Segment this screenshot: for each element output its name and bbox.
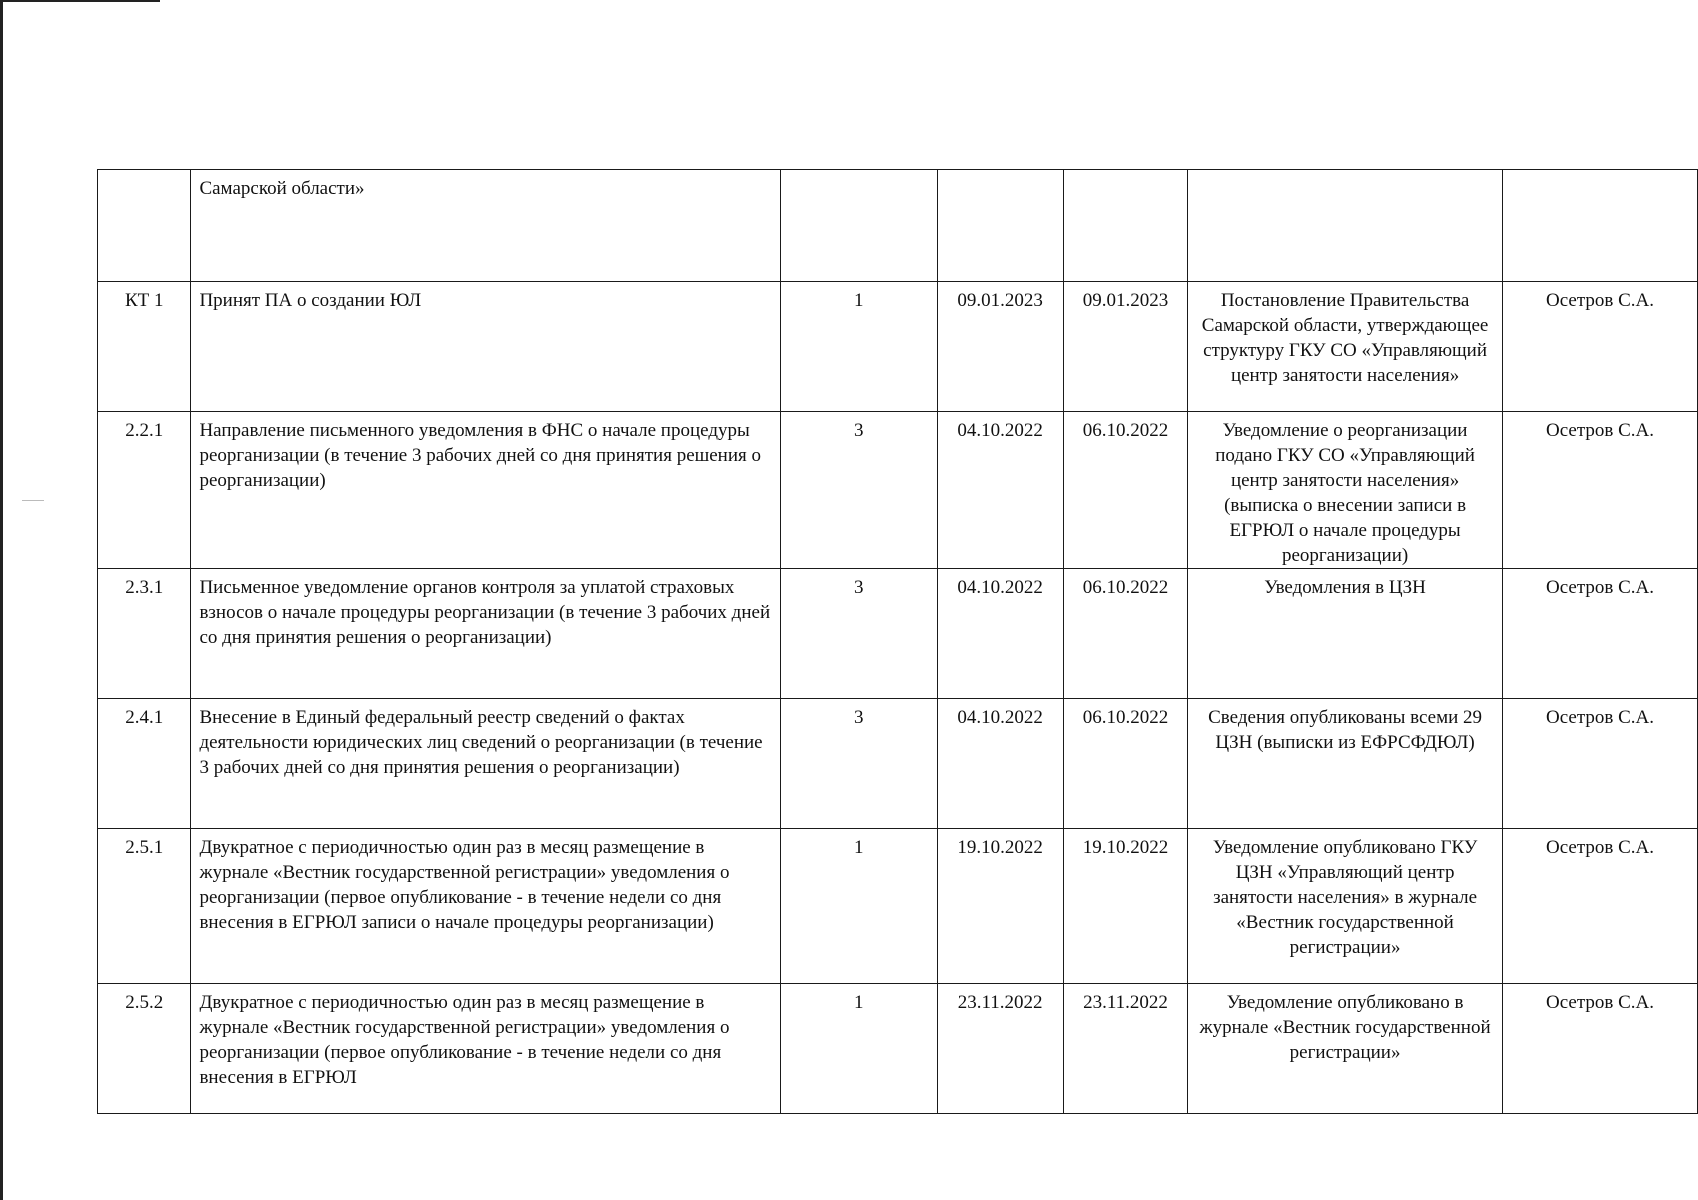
- table-row: [98, 569, 1698, 699]
- cell-duration: 3: [780, 699, 937, 829]
- cell-task: Двукратное с периодичностью один раз в месяц размещение в журнале «Вестник государственной регистрации» уведомления о реорганизации (первое опубликование - в течение недели со дня внесения в ЕГРЮЛ записи о начале процедуры реорганизации): [191, 829, 781, 984]
- cell-duration: 1: [780, 282, 937, 412]
- table-row: [98, 984, 1698, 1114]
- cell-duration: [780, 170, 937, 282]
- cell-responsible: Осетров С.А.: [1502, 984, 1697, 1114]
- cell-start-date: 19.10.2022: [937, 829, 1063, 984]
- cell-task: Письменное уведомление органов контроля за уплатой страховых взносов о начале процедуры реорганизации (в течение 3 рабочих дней со дня принятия решения о реорганизации): [191, 569, 781, 699]
- cell-result: Сведения опубликованы всеми 29 ЦЗН (выписки из ЕФРСФДЮЛ): [1188, 699, 1503, 829]
- cell-task: Двукратное с периодичностью один раз в месяц размещение в журнале «Вестник государственной регистрации» уведомления о реорганизации (первое опубликование - в течение недели со дня внесения в ЕГРЮЛ: [191, 984, 781, 1114]
- table-row: [98, 412, 1698, 569]
- cell-start-date: 04.10.2022: [937, 569, 1063, 699]
- cell-start-date: 04.10.2022: [937, 412, 1063, 569]
- table-row: [98, 170, 1698, 282]
- cell-number: 2.2.1: [98, 412, 191, 569]
- cell-number: 2.5.2: [98, 984, 191, 1114]
- cell-end-date: 23.11.2022: [1063, 984, 1187, 1114]
- cell-number: 2.3.1: [98, 569, 191, 699]
- cell-result: Уведомление опубликовано в журнале «Вестник государственной регистрации»: [1188, 984, 1503, 1114]
- cell-duration: 1: [780, 984, 937, 1114]
- cell-start-date: 23.11.2022: [937, 984, 1063, 1114]
- cell-start-date: 09.01.2023: [937, 282, 1063, 412]
- cell-duration: 3: [780, 569, 937, 699]
- scan-edge-top: [0, 0, 160, 2]
- cell-end-date: 06.10.2022: [1063, 569, 1187, 699]
- cell-end-date: 09.01.2023: [1063, 282, 1187, 412]
- cell-task: Принят ПА о создании ЮЛ: [191, 282, 781, 412]
- table-row: [98, 282, 1698, 412]
- cell-task: Внесение в Единый федеральный реестр сведений о фактах деятельности юридических лиц сведений о реорганизации (в течение 3 рабочих дней со дня принятия решения о реорганизации): [191, 699, 781, 829]
- cell-end-date: [1063, 170, 1187, 282]
- cell-number: [98, 170, 191, 282]
- cell-responsible: [1502, 170, 1697, 282]
- cell-start-date: [937, 170, 1063, 282]
- cell-result: Уведомления в ЦЗН: [1188, 569, 1503, 699]
- cell-task: Направление письменного уведомления в ФНС о начале процедуры реорганизации (в течение 3 рабочих дней со дня принятия решения о реорганизации): [191, 412, 781, 569]
- cell-responsible: Осетров С.А.: [1502, 569, 1697, 699]
- scan-mark: [22, 500, 44, 501]
- cell-task: Самарской области»: [191, 170, 781, 282]
- cell-start-date: 04.10.2022: [937, 699, 1063, 829]
- cell-result: Постановление Правительства Самарской области, утверждающее структуру ГКУ СО «Управляющий центр занятости населения»: [1188, 282, 1503, 412]
- cell-responsible: Осетров С.А.: [1502, 412, 1697, 569]
- cell-number: 2.4.1: [98, 699, 191, 829]
- cell-responsible: Осетров С.А.: [1502, 282, 1697, 412]
- table-row: [98, 829, 1698, 984]
- cell-responsible: Осетров С.А.: [1502, 829, 1697, 984]
- cell-number: 2.5.1: [98, 829, 191, 984]
- cell-result: Уведомление опубликовано ГКУ ЦЗН «Управляющий центр занятости населения» в журнале «Вестник государственной регистрации»: [1188, 829, 1503, 984]
- table-row: [98, 699, 1698, 829]
- plan-table: [97, 169, 1698, 1114]
- cell-responsible: Осетров С.А.: [1502, 699, 1697, 829]
- cell-number: КТ 1: [98, 282, 191, 412]
- cell-end-date: 06.10.2022: [1063, 699, 1187, 829]
- cell-duration: 1: [780, 829, 937, 984]
- cell-end-date: 19.10.2022: [1063, 829, 1187, 984]
- cell-result: [1188, 170, 1503, 282]
- cell-duration: 3: [780, 412, 937, 569]
- cell-end-date: 06.10.2022: [1063, 412, 1187, 569]
- scan-edge-left: [0, 0, 3, 1200]
- cell-result: Уведомление о реорганизации подано ГКУ СО «Управляющий центр занятости населения» (выписка о внесении записи в ЕГРЮЛ о начале процедуры реорганизации): [1188, 412, 1503, 569]
